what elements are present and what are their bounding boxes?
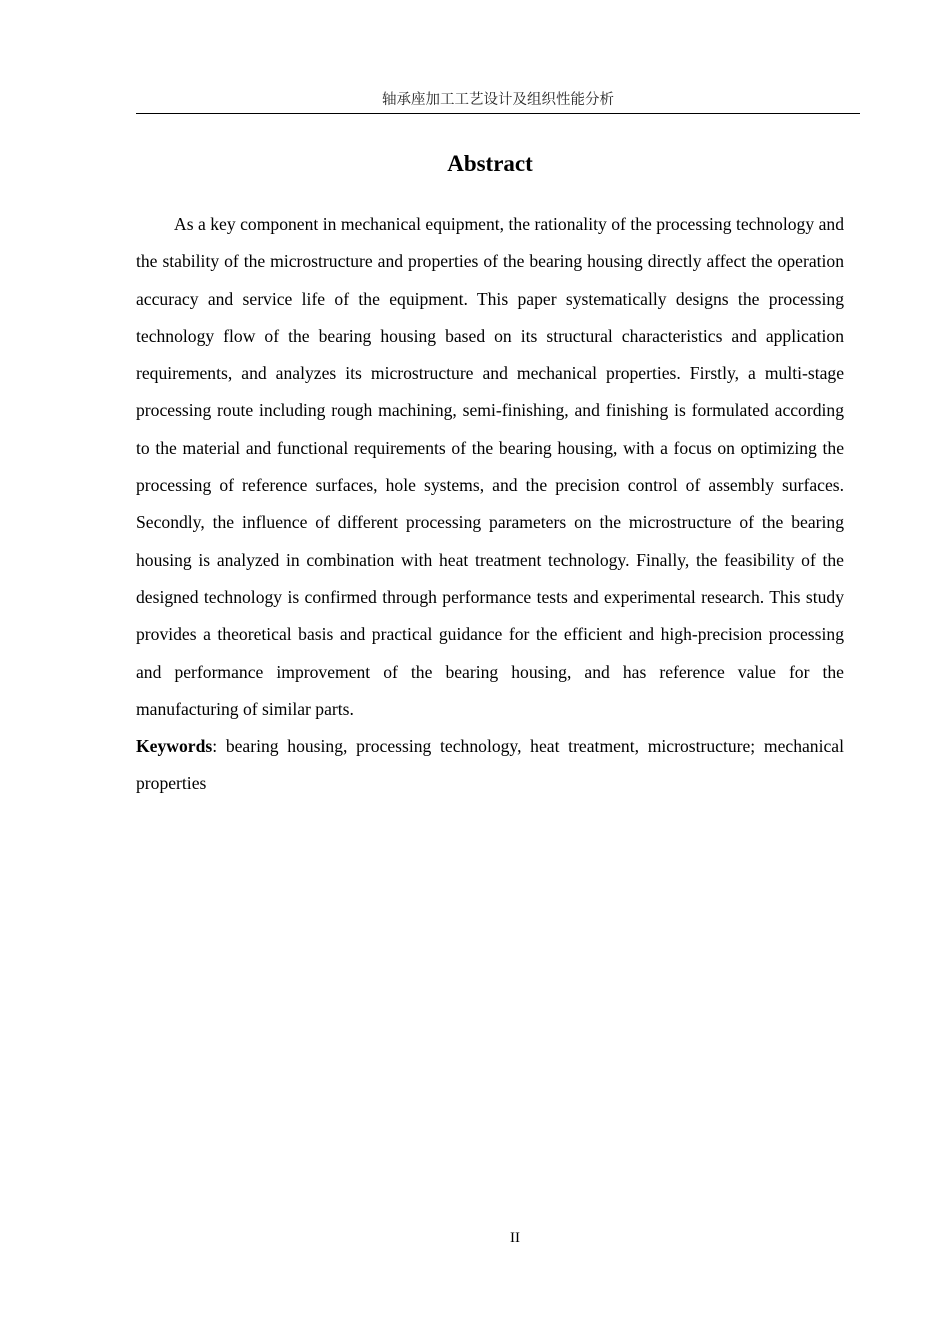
abstract-title: Abstract — [447, 151, 533, 176]
keywords-line — [136, 728, 844, 803]
abstract-body — [136, 206, 844, 803]
running-header: 轴承座加工工艺设计及组织性能分析 — [382, 92, 614, 108]
page-number: II — [510, 1230, 520, 1246]
header-rule — [136, 113, 860, 114]
keywords-text: bearing housing, processing technology, heat treatment, microstructure; mechanical properties — [136, 736, 844, 794]
abstract-paragraph: As a key component in mechanical equipment, the rationality of the processing technology and the stability of the microstructure and properties of the bearing housing directly affect the operation accuracy and service life of the equipment. This paper systematically designs the processing technology flow of the bearing housing based on its structural characteristics and application requirements, and analyzes its microstructure and mechanical properties. Firstly, a multi-stage processing route including rough machining, semi-finishing, and finishing is formulated according to the material and functional requirements of the bearing housing, with a focus on optimizing the processing of reference surfaces, hole systems, and the precision control of assembly surfaces. Secondly, the influence of different processing parameters on the microstructure of the bearing housing is analyzed in combination with heat treatment technology. Finally, the feasibility of the designed technology is confirmed through performance tests and experimental research. This study provides a theoretical basis and practical guidance for the efficient and high-precision processing and performance improvement of the bearing housing, and has reference value for the manufacturing of similar parts. — [136, 214, 844, 719]
keywords-separator: : — [212, 736, 218, 757]
keywords-label: Keywords — [136, 736, 213, 757]
